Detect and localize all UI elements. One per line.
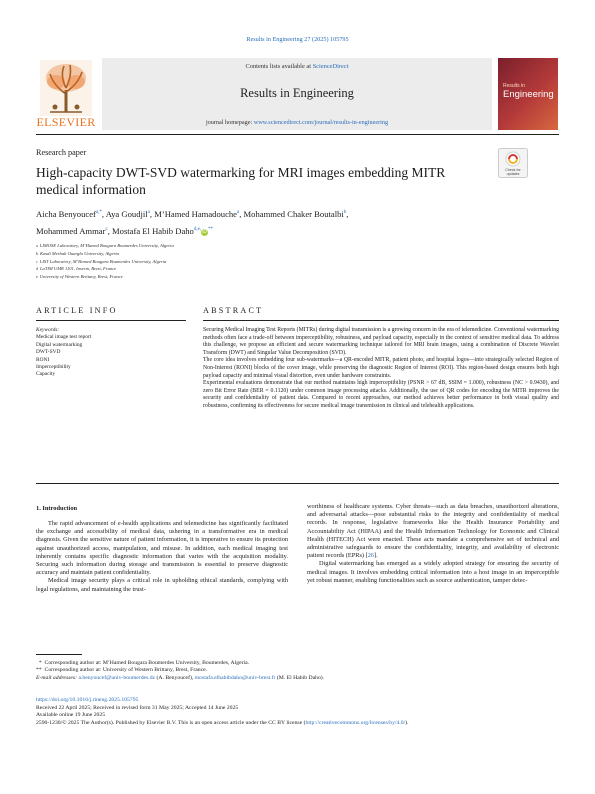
sciencedirect-link[interactable]: ScienceDirect [312, 63, 349, 70]
left-column [36, 520, 288, 594]
footnote: ** Corresponding author at: University of Western Brittany, Brest, France. [36, 667, 208, 674]
keyword: RONI [36, 356, 50, 363]
abstract-paragraph: Securing Medical Imaging Test Reports (MITRs) during digital transmission is a growing concern in the era of telemedicine. Conventional watermarking methods often face a trade-off between imperceptibility, robustness, and payload capacity, especially in the context of sensitive medical data. To address this challenge, we propose an efficient and secure watermarking technique tailored for MRI brain images, using a combination of Discrete Wavelet Transform (DWT) and Singular Value Decomposition (SVD). [203, 327, 559, 356]
doi-link[interactable]: https://doi.org/10.1016/j.rineng.2025.105795 [36, 697, 139, 703]
footnotes [36, 660, 559, 682]
author-list: Aicha Benyoucef$^{a,*}$, Aya Goudjil$^a$, M’Hamed Hamadouche$^a$, Mohammed Chaker Boutalbi$^b$, Mohammed Ammar$^c$, Mostafa El Habib Daho$^{d,e,}$iD** [36, 208, 349, 236]
keywords-block [36, 327, 186, 379]
corresponding-marks: ** [208, 226, 214, 232]
svg-text:Check for: Check for [505, 168, 521, 172]
affiliation: a LIMOSE Laboratory, M’Hamed Bougara Boumerdes University, Algeria [36, 243, 174, 248]
abstract-text [203, 327, 559, 411]
elsevier-wordmark: ELSEVIER [36, 115, 96, 129]
svg-text:updates: updates [506, 172, 520, 176]
article-info-rule [36, 320, 186, 321]
abstract-bottom-rule [36, 483, 559, 484]
homepage-link[interactable]: www.sciencedirect.com/journal/results-in-engineering [253, 119, 389, 126]
affiliation: c LIST Laboratory, M’Hamed Bougara Boumerdes University, Algeria [36, 258, 167, 264]
abstract-paragraph: The core idea involves embedding four sub-watermarks—a QR-encoded MITR, patient photo, and hospital logos—into strategically selected Region of Non-Interest (RONI) blocks of the cover image, while preserving the diagnostic Region of Interest (ROI). This region-based design ensures both high payload capacity and minimal visual distortion, even under hardware constraints. [203, 357, 559, 379]
right-column [307, 503, 559, 585]
email-link[interactable]: a.benyoucef@univ-boumerdes.dz [78, 674, 156, 681]
masthead-banner [102, 58, 492, 130]
article-title: High-capacity DWT-SVD watermarking for MRI images embedding MITR medical information [36, 165, 446, 197]
keyword: Capacity [36, 371, 56, 378]
footnote-rule [36, 654, 82, 655]
author[interactable]: Mostafa El Habib Daho$^{d,e,}$ [112, 225, 202, 236]
keywords-label: Keywords: [36, 327, 60, 333]
author[interactable]: Mohammed Ammar$^c$ [36, 225, 108, 236]
article-info-heading: ARTICLE INFO [36, 306, 118, 315]
journal-name: Results in Engineering [240, 86, 354, 100]
body-paragraph: worthiness of healthcare systems. Cyber threats—such as data breaches, unauthorized alterations, and adversarial attacks—pose substantial risks to the integrity and confidentiality of medical records. In response, legislative frameworks like the Health Insurance Portability and Accountability Act (HIPAA) and the Health Information Technology for Economic and Clinical Health (HITECH) Act were enacted. These acts mandate a comprehensive set of technical and administrative safeguards to ensure the confidentiality, integrity, and availability of electronic patient records (EPRs) [26]. [307, 503, 559, 560]
email-link[interactable]: mostafa.elhabibdaho@univ-brest.fr [194, 674, 276, 681]
elsevier-logo[interactable] [36, 58, 96, 130]
introduction-heading: 1. Introduction [36, 505, 78, 512]
keyword: Digital watermarking [36, 341, 83, 348]
author[interactable]: Mohammed Chaker Boutalbi$^b$ [243, 208, 347, 219]
abstract-heading: ABSTRACT [203, 306, 264, 315]
body-paragraph: Medical image security plays a critical role in upholding ethical standards, complying with legal regulations, and maintaining the trust- [36, 577, 288, 593]
citation-link[interactable]: 26 [367, 552, 374, 560]
cover-title-text: Engineering [503, 89, 554, 100]
contents-prefix: Contents lists available at [245, 63, 312, 70]
contents-available [102, 63, 492, 70]
crossmark-icon [498, 148, 528, 178]
license-link[interactable]: http://creativecommons.org/licenses/by/4.0/ [305, 719, 406, 726]
affiliation: b Kasdi Merbah Ouargla University, Algeria [36, 250, 119, 256]
orcid-icon[interactable]: iD [202, 228, 207, 235]
license-line: 2590-1230/© 2025 The Author(s). Published by Elsevier B.V. This is an open access article under the CC BY license (http://creativecommons.org/licenses/by/4.0/). [36, 719, 409, 726]
article-type: Research paper [36, 148, 87, 157]
keyword: Imperceptibility [36, 364, 71, 371]
author[interactable]: Aya Goudjil$^a$ [105, 208, 150, 219]
received-dates: Received 22 April 2025; Received in revised form 31 May 2025; Accepted 14 June 2025 [36, 704, 239, 711]
abstract-rule [203, 320, 559, 321]
journal-homepage [102, 119, 492, 126]
publication-meta [36, 697, 559, 727]
crossmark-badge[interactable] [498, 148, 528, 178]
journal-reference[interactable]: Results in Engineering 27 (2025) 105795 [246, 36, 349, 43]
body-paragraph: Digital watermarking has emerged as a widely adopted strategy for ensuring the security of medical images. It involves embedding critical information into a host image in an imperceptible yet robust manner, enabling functionalities such as source authentication, tamper detec- [307, 560, 559, 584]
journal-masthead [36, 58, 558, 130]
footnote: * Corresponding author at: M’Hamed Bougara Boumerdes University, Boumerdes, Algeria. [36, 660, 250, 666]
journal-cover-thumbnail[interactable] [498, 58, 558, 130]
author[interactable]: M’Hamed Hamadouche$^a$ [154, 208, 240, 219]
homepage-prefix: journal homepage: [205, 119, 253, 126]
cover-small-text: Results in [503, 83, 525, 89]
body-paragraph: The rapid advancement of e-health applications and telemedicine has significantly facilitated the exchange and accessibility of medical data, ushering in a transformative era in medical diagnosis. Given the sensitive nature of patient information, it is imperative to ensure its protection against unauthorized access, manipulation, and misuse. In addition, each medical imaging test inherently contains specific diagnostic information that varies with the acquisition modality. Securing such information during storage and transmission is essential to preserve diagnostic accuracy and maintain patient confidentiality. [36, 520, 288, 577]
abstract-paragraph: Experimental evaluations demonstrate that our method maintains high imperceptibility (PSNR > 67 dB, SSIM = 1.000), robustness (NC > 0.9430), and zero Bit Error Rate (BER = 0.1120) under common image processing attacks. Additionally, the use of QR codes for encoding the MITR improves the security and confidentiality of patient data. Compared to recent approaches, our method achieves better performance in both visual quality and robustness, confirming its effectiveness for secure medical image transmission in clinical and telehealth applications. [203, 380, 559, 409]
keyword: Medical image test report [36, 334, 92, 341]
affiliation: d LaTIM UMR 1101, Inserm, Brest, France [36, 266, 117, 272]
elsevier-tree-icon [40, 60, 92, 116]
keyword: DWT-SVD [36, 349, 61, 356]
affiliation: e University of Western Brittany, Brest, France [36, 274, 123, 280]
available-online: Available online 19 June 2025 [36, 712, 106, 719]
email-footnote: E-mail addresses: a.benyoucef@univ-boumerdes.dz (A. Benyoucef), mostafa.elhabibdaho@univ-brest.fr (M. El Habib Daho). [36, 674, 325, 681]
affiliations [36, 242, 336, 281]
author[interactable]: Aicha Benyoucef$^{a,*}$ [36, 208, 102, 219]
masthead-divider [36, 134, 559, 135]
